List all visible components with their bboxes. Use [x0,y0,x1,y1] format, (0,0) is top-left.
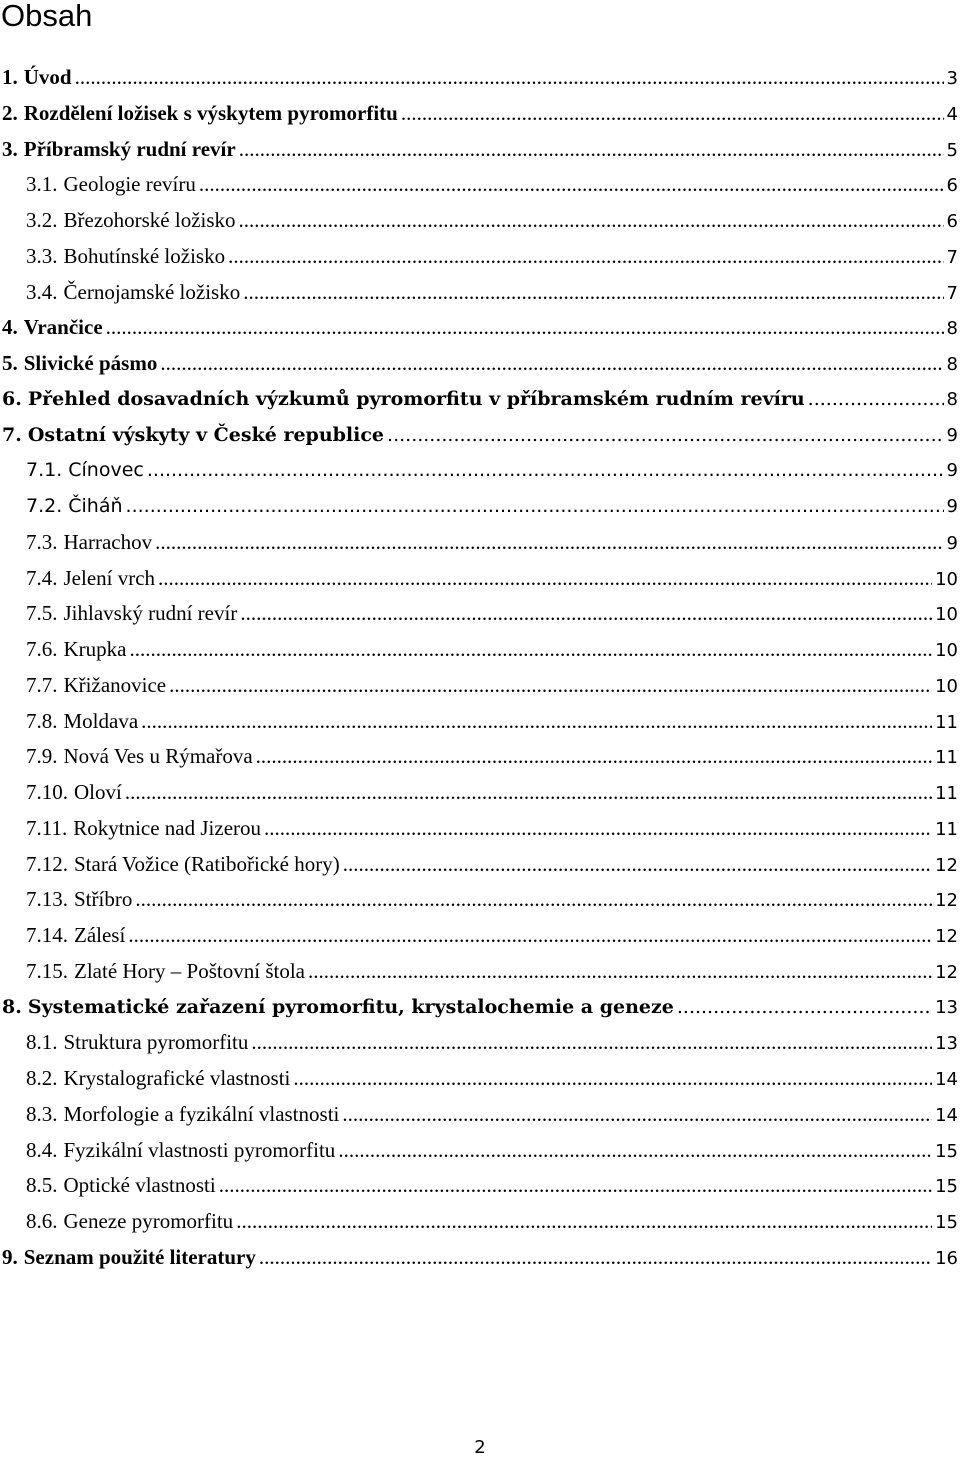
toc-entry-page: 12 [935,926,958,947]
toc-entry-title: Rozdělení ložisek s výskytem pyromorfitu [23,100,398,125]
toc-entry-title: Vrančice [23,315,103,340]
toc-entry-page: 4 [946,103,958,125]
toc-entry-title: Stříbro [74,887,133,912]
toc-entry-number: 7.10. [26,780,68,804]
toc-entry-number: 7.13. [26,887,68,912]
toc-entry-title: Křižanovice [63,672,167,697]
toc-entry-number: 7.2. [26,495,63,517]
toc-entry-page: 6 [946,175,958,197]
toc-entry-title: Jelení vrch [63,565,156,590]
toc-entry-title: Seznam použité literatury [23,1244,256,1269]
toc-entry[interactable] [0,1240,960,1276]
toc-entry-page: 11 [935,783,958,804]
toc-entry[interactable] [0,132,960,168]
toc-entry-number: 3.3. [26,243,58,268]
toc-entry-page: 7 [946,246,958,268]
toc-entry[interactable] [0,167,960,203]
toc-entry-title: Moldava [63,708,139,733]
toc-entry[interactable] [0,561,960,597]
toc-entry-page: 12 [935,854,958,876]
toc-entry-page: 16 [935,1247,958,1269]
toc-dot-leader [236,1204,932,1240]
toc-entry-title: Černojamské ložisko [63,279,241,304]
toc-entry-title: Struktura pyromorfitu [63,1030,249,1055]
toc-entry-title: Geologie revíru [63,172,196,197]
toc-dot-leader [251,1025,932,1061]
toc-entry-page: 8 [946,318,958,340]
toc-dot-leader [342,1097,932,1133]
toc-entry[interactable] [0,346,960,382]
toc-entry-page: 9 [946,532,958,554]
toc-entry-title: Krystalografické vlastnosti [63,1066,291,1090]
toc-entry-page: 14 [935,1104,958,1126]
toc-entry[interactable] [0,632,960,668]
toc-entry[interactable] [0,775,960,811]
toc-entry-number: 1. [2,65,18,89]
toc-entry-title: Ostatní výskyty v České republice [27,423,385,446]
toc-entry-title: Fyzikální vlastnosti pyromorfitu [63,1137,336,1162]
toc-entry-number: 3.4. [26,279,58,304]
toc-dot-leader [75,60,944,96]
toc-dot-leader [243,275,943,311]
toc-entry-page: 11 [935,711,958,733]
toc-entry[interactable] [0,668,960,704]
toc-entry[interactable] [0,918,960,954]
toc-dot-leader [338,1133,932,1169]
toc-entry-page: 10 [935,604,958,626]
toc-entry-number: 7.11. [26,815,68,840]
toc-entry[interactable] [0,382,960,418]
toc-entry-number: 9. [2,1244,18,1269]
toc-entry-number: 7.4. [26,565,58,590]
toc-entry[interactable] [0,489,960,525]
toc-entry[interactable] [0,60,960,96]
toc-entry-number: 7.1. [26,459,63,482]
toc-entry-page: 10 [935,568,958,590]
toc-entry-title: Úvod [23,65,72,89]
toc-dot-leader [169,668,932,704]
toc-entry-title: Harrachov [63,529,153,554]
toc-entry-number: 3.1. [26,172,58,197]
toc-entry[interactable] [0,525,960,561]
toc-entry-number: 3. [2,136,18,161]
toc-entry-page: 3 [946,68,958,89]
toc-entry-number: 7. [2,423,22,446]
toc-dot-leader [135,882,932,918]
toc-entry-title: Zlaté Hory – Poštovní štola [74,958,305,983]
toc-entry-title: Čiháň [68,495,123,517]
toc-entry-title: Optické vlastnosti [63,1173,216,1198]
toc-entry-number: 7.15. [26,958,68,983]
toc-entry[interactable] [0,310,960,346]
toc-entry-number: 5. [2,351,18,375]
toc-dot-leader [293,1061,932,1097]
toc-entry-number: 8.1. [26,1030,58,1055]
toc-entry-number: 8. [2,995,22,1018]
toc-dot-leader [129,632,932,668]
toc-dot-leader [128,918,932,954]
toc-entry-title: Rokytnice nad Jizerou [73,815,262,840]
toc-entry-title: Slivické pásmo [23,351,158,375]
toc-entry-title: Krupka [63,637,127,661]
toc-entry-page: 13 [935,996,958,1018]
toc-entry[interactable] [0,811,960,847]
toc-entry-number: 8.6. [26,1209,58,1233]
toc-entry-number: 7.12. [26,851,68,876]
toc-entry-number: 6. [2,387,22,410]
toc-entry[interactable] [0,1097,960,1133]
toc-entry-page: 10 [935,675,958,697]
toc-entry-number: 4. [2,315,18,340]
toc-dot-leader [256,739,932,775]
toc-entry[interactable] [0,847,960,883]
toc-entry-number: 8.4. [26,1137,58,1162]
toc-entry-page: 11 [935,818,958,840]
toc-entry[interactable] [0,203,960,239]
toc-entry-page: 5 [946,139,958,161]
toc-entry-title: Jihlavský rudní revír [63,601,238,626]
page-number: 2 [474,1437,486,1458]
toc-entry-number: 7.7. [26,672,58,697]
toc-dot-leader [240,596,932,632]
toc-entry-page: 15 [935,1212,958,1233]
toc-entry-title: Nová Ves u Rýmařova [63,744,253,769]
toc-entry-title: Geneze pyromorfitu [63,1209,234,1233]
table-of-contents [0,60,960,1276]
toc-entry-number: 7.3. [26,529,58,554]
toc-dot-leader [219,1168,932,1204]
toc-entry-number: 8.3. [26,1101,58,1126]
toc-dot-leader [160,346,943,382]
toc-entry-page: 15 [935,1140,958,1162]
toc-entry-page: 12 [935,961,958,983]
toc-entry-number: 7.6. [26,637,58,661]
toc-dot-leader [401,96,944,132]
toc-entry[interactable] [0,739,960,775]
toc-entry-number: 3.2. [26,208,58,232]
toc-entry-title: Přehled dosavadních výzkumů pyromorfitu v příbramském rudním revíru [27,387,805,410]
toc-dot-leader [106,310,944,346]
toc-entry[interactable] [0,704,960,740]
toc-entry[interactable] [0,1133,960,1169]
toc-dot-leader [147,453,944,489]
toc-dot-leader [239,132,944,168]
toc-entry-title: Oloví [74,780,122,804]
toc-entry-page: 6 [946,211,958,232]
toc-dot-leader [387,418,944,454]
toc-dot-leader [155,525,943,561]
toc-dot-leader [158,561,932,597]
toc-dot-leader [677,990,932,1026]
toc-entry-number: 7.9. [26,744,58,769]
toc-entry-title: Březohorské ložisko [63,208,236,232]
toc-entry[interactable] [0,1061,960,1097]
toc-entry[interactable] [0,96,960,132]
toc-entry[interactable] [0,1025,960,1061]
toc-entry[interactable] [0,882,960,918]
toc-entry[interactable] [0,453,960,489]
toc-dot-leader [228,239,943,275]
toc-dot-leader [259,1240,932,1276]
toc-entry-number: 7.14. [26,923,68,947]
toc-entry-number: 8.5. [26,1173,58,1198]
toc-dot-leader [125,775,932,811]
toc-entry-page: 8 [946,388,958,410]
toc-dot-leader [343,847,932,883]
toc-entry-page: 12 [935,890,958,912]
toc-entry[interactable] [0,239,960,275]
toc-dot-leader [141,704,932,740]
toc-entry-title: Bohutínské ložisko [63,243,226,268]
toc-entry-number: 8.2. [26,1066,58,1090]
toc-entry[interactable] [0,596,960,632]
toc-entry-title: Stará Vožice (Ratibořické hory) [74,851,340,876]
toc-entry-page: 8 [946,354,958,375]
toc-entry[interactable] [0,1204,960,1240]
toc-entry-page: 14 [935,1069,958,1090]
toc-entry-number: 7.8. [26,708,58,733]
toc-dot-leader [264,811,932,847]
toc-entry-number: 2. [2,100,18,125]
toc-entry[interactable] [0,954,960,990]
toc-entry-number: 7.5. [26,601,58,626]
toc-dot-leader [239,203,944,239]
toc-dot-leader [308,954,932,990]
toc-entry-page: 13 [935,1033,958,1055]
toc-dot-leader [126,489,944,525]
toc-entry-title: Cínovec [68,459,144,482]
toc-entry-page: 9 [946,460,958,482]
toc-entry-title: Morfologie a fyzikální vlastnosti [63,1101,340,1126]
toc-entry-page: 7 [946,282,958,304]
toc-entry-page: 11 [935,747,958,769]
page-title: Obsah [1,0,93,33]
toc-entry[interactable] [0,418,960,454]
toc-entry-page: 9 [946,496,958,517]
toc-entry-page: 15 [935,1176,958,1198]
toc-entry-title: Systematické zařazení pyromorfitu, krystalochemie a geneze [27,995,674,1018]
toc-entry-page: 10 [935,640,958,661]
toc-entry-title: Zálesí [74,923,126,947]
toc-entry[interactable] [0,275,960,311]
toc-entry-page: 9 [946,424,958,446]
toc-dot-leader [808,382,944,418]
toc-entry[interactable] [0,990,960,1026]
toc-dot-leader [199,167,944,203]
toc-entry-title: Příbramský rudní revír [23,136,236,161]
toc-entry[interactable] [0,1168,960,1204]
